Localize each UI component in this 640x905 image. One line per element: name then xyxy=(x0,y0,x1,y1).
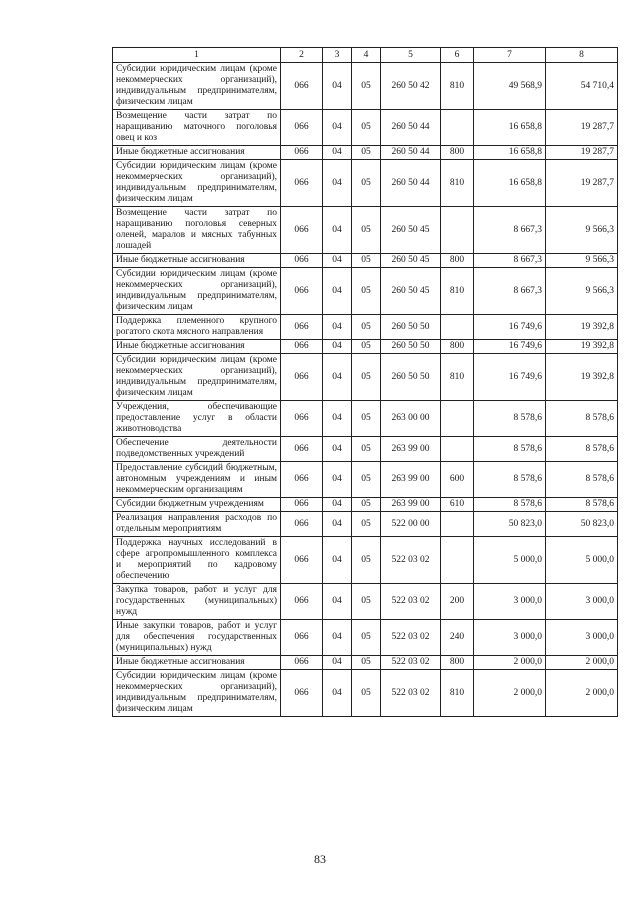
row-target-article: 260 50 45 xyxy=(381,254,441,268)
table-row xyxy=(113,63,618,110)
row-section-code: 04 xyxy=(323,498,352,512)
row-description: Поддержка научных исследований в сфере агропромышленного комплекса и мероприятий по кадровому обеспечению xyxy=(113,537,281,584)
row-expense-type: 810 xyxy=(441,268,474,315)
row-subsection-code: 05 xyxy=(352,462,381,498)
row-description: Иные бюджетные ассигнования xyxy=(113,656,281,670)
row-ministry-code: 066 xyxy=(281,110,323,146)
row-amount-year1: 8 667,3 xyxy=(474,268,546,315)
row-section-code: 04 xyxy=(323,268,352,315)
row-section-code: 04 xyxy=(323,584,352,620)
row-description: Субсидии юридическим лицам (кроме некоммерческих организаций), индивидуальным предпринимателям, физическим лицам xyxy=(113,670,281,717)
row-ministry-code: 066 xyxy=(281,268,323,315)
row-description: Учреждения, обеспечивающие предоставление услуг в области животноводства xyxy=(113,401,281,437)
row-section-code: 04 xyxy=(323,315,352,340)
table-row xyxy=(113,110,618,146)
row-target-article: 260 50 50 xyxy=(381,354,441,401)
row-amount-year1: 2 000,0 xyxy=(474,670,546,717)
row-subsection-code: 05 xyxy=(352,315,381,340)
row-ministry-code: 066 xyxy=(281,462,323,498)
table-row xyxy=(113,670,618,717)
table-row xyxy=(113,146,618,160)
table-row xyxy=(113,340,618,354)
row-target-article: 522 03 02 xyxy=(381,670,441,717)
row-section-code: 04 xyxy=(323,207,352,254)
row-description: Субсидии бюджетным учреждениям xyxy=(113,498,281,512)
row-amount-year2: 19 287,7 xyxy=(546,160,618,207)
row-expense-type: 800 xyxy=(441,254,474,268)
row-amount-year1: 2 000,0 xyxy=(474,656,546,670)
row-amount-year2: 9 566,3 xyxy=(546,254,618,268)
row-expense-type: 800 xyxy=(441,656,474,670)
row-ministry-code: 066 xyxy=(281,656,323,670)
row-section-code: 04 xyxy=(323,254,352,268)
row-section-code: 04 xyxy=(323,670,352,717)
row-amount-year1: 8 667,3 xyxy=(474,254,546,268)
row-description: Предоставление субсидий бюджетным, автономным учреждениям и иным некоммерческим организациям xyxy=(113,462,281,498)
row-amount-year1: 16 749,6 xyxy=(474,340,546,354)
row-subsection-code: 05 xyxy=(352,110,381,146)
table-row xyxy=(113,315,618,340)
row-ministry-code: 066 xyxy=(281,254,323,268)
row-description: Иные бюджетные ассигнования xyxy=(113,340,281,354)
table-row xyxy=(113,620,618,656)
row-expense-type xyxy=(441,207,474,254)
row-ministry-code: 066 xyxy=(281,160,323,207)
row-expense-type: 810 xyxy=(441,63,474,110)
row-ministry-code: 066 xyxy=(281,207,323,254)
row-subsection-code: 05 xyxy=(352,620,381,656)
row-expense-type xyxy=(441,401,474,437)
row-expense-type: 810 xyxy=(441,354,474,401)
page-number: 83 xyxy=(314,852,326,866)
budget-table-container xyxy=(112,47,617,717)
row-subsection-code: 05 xyxy=(352,512,381,537)
row-amount-year1: 8 578,6 xyxy=(474,401,546,437)
table-row xyxy=(113,512,618,537)
row-amount-year1: 16 658,8 xyxy=(474,146,546,160)
row-amount-year2: 19 287,7 xyxy=(546,146,618,160)
table-row xyxy=(113,207,618,254)
row-target-article: 263 99 00 xyxy=(381,462,441,498)
row-amount-year2: 19 392,8 xyxy=(546,354,618,401)
row-description: Субсидии юридическим лицам (кроме некоммерческих организаций), индивидуальным предпринимателям, физическим лицам xyxy=(113,160,281,207)
row-expense-type xyxy=(441,537,474,584)
row-ministry-code: 066 xyxy=(281,63,323,110)
row-subsection-code: 05 xyxy=(352,354,381,401)
row-amount-year2: 9 566,3 xyxy=(546,207,618,254)
row-amount-year1: 16 658,8 xyxy=(474,110,546,146)
row-amount-year2: 19 392,8 xyxy=(546,315,618,340)
row-expense-type xyxy=(441,110,474,146)
row-amount-year1: 3 000,0 xyxy=(474,584,546,620)
row-target-article: 260 50 50 xyxy=(381,315,441,340)
row-section-code: 04 xyxy=(323,160,352,207)
row-description: Иные закупки товаров, работ и услуг для обеспечения государственных (муниципальных) нужд xyxy=(113,620,281,656)
row-target-article: 522 03 02 xyxy=(381,656,441,670)
row-amount-year2: 8 578,6 xyxy=(546,498,618,512)
table-row xyxy=(113,437,618,462)
row-subsection-code: 05 xyxy=(352,146,381,160)
row-subsection-code: 05 xyxy=(352,537,381,584)
row-target-article: 522 00 00 xyxy=(381,512,441,537)
row-amount-year2: 19 287,7 xyxy=(546,110,618,146)
row-subsection-code: 05 xyxy=(352,207,381,254)
row-expense-type xyxy=(441,315,474,340)
row-expense-type: 810 xyxy=(441,670,474,717)
row-amount-year1: 5 000,0 xyxy=(474,537,546,584)
row-ministry-code: 066 xyxy=(281,340,323,354)
row-description: Реализация направления расходов по отдельным мероприятиям xyxy=(113,512,281,537)
row-expense-type xyxy=(441,437,474,462)
row-amount-year1: 49 568,9 xyxy=(474,63,546,110)
budget-table xyxy=(112,47,618,717)
row-target-article: 263 99 00 xyxy=(381,437,441,462)
row-expense-type: 200 xyxy=(441,584,474,620)
row-expense-type: 810 xyxy=(441,160,474,207)
row-description: Иные бюджетные ассигнования xyxy=(113,146,281,160)
row-subsection-code: 05 xyxy=(352,401,381,437)
row-ministry-code: 066 xyxy=(281,146,323,160)
row-ministry-code: 066 xyxy=(281,670,323,717)
row-description: Возмещение части затрат по наращиванию маточного поголовья овец и коз xyxy=(113,110,281,146)
row-amount-year1: 8 578,6 xyxy=(474,462,546,498)
row-target-article: 260 50 45 xyxy=(381,268,441,315)
table-row xyxy=(113,160,618,207)
row-subsection-code: 05 xyxy=(352,340,381,354)
row-description: Поддержка племенного крупного рогатого скота мясного направления xyxy=(113,315,281,340)
row-section-code: 04 xyxy=(323,437,352,462)
row-amount-year2: 8 578,6 xyxy=(546,462,618,498)
row-amount-year2: 54 710,4 xyxy=(546,63,618,110)
row-subsection-code: 05 xyxy=(352,268,381,315)
row-target-article: 260 50 44 xyxy=(381,146,441,160)
row-amount-year2: 8 578,6 xyxy=(546,401,618,437)
row-section-code: 04 xyxy=(323,354,352,401)
row-description: Субсидии юридическим лицам (кроме некоммерческих организаций), индивидуальным предпринимателям, физическим лицам xyxy=(113,63,281,110)
row-subsection-code: 05 xyxy=(352,437,381,462)
header-cell-3: 3 xyxy=(323,48,352,63)
row-subsection-code: 05 xyxy=(352,63,381,110)
row-subsection-code: 05 xyxy=(352,498,381,512)
table-row xyxy=(113,462,618,498)
header-cell-1: 1 xyxy=(113,48,281,63)
row-target-article: 522 03 02 xyxy=(381,584,441,620)
row-ministry-code: 066 xyxy=(281,620,323,656)
row-expense-type: 610 xyxy=(441,498,474,512)
header-cell-2: 2 xyxy=(281,48,323,63)
row-target-article: 522 03 02 xyxy=(381,620,441,656)
table-row xyxy=(113,268,618,315)
row-amount-year2: 2 000,0 xyxy=(546,656,618,670)
row-amount-year2: 3 000,0 xyxy=(546,584,618,620)
row-section-code: 04 xyxy=(323,537,352,584)
row-section-code: 04 xyxy=(323,110,352,146)
row-expense-type xyxy=(441,512,474,537)
row-amount-year2: 5 000,0 xyxy=(546,537,618,584)
row-target-article: 263 99 00 xyxy=(381,498,441,512)
row-target-article: 260 50 50 xyxy=(381,340,441,354)
row-amount-year2: 9 566,3 xyxy=(546,268,618,315)
row-amount-year1: 8 667,3 xyxy=(474,207,546,254)
row-description: Возмещение части затрат по наращиванию поголовья северных оленей, маралов и мясных табунных лошадей xyxy=(113,207,281,254)
row-description: Обеспечение деятельности подведомственных учреждений xyxy=(113,437,281,462)
row-section-code: 04 xyxy=(323,512,352,537)
row-subsection-code: 05 xyxy=(352,160,381,207)
row-amount-year1: 50 823,0 xyxy=(474,512,546,537)
header-cell-4: 4 xyxy=(352,48,381,63)
table-row xyxy=(113,656,618,670)
row-subsection-code: 05 xyxy=(352,584,381,620)
table-row xyxy=(113,498,618,512)
row-section-code: 04 xyxy=(323,146,352,160)
row-ministry-code: 066 xyxy=(281,537,323,584)
row-expense-type: 240 xyxy=(441,620,474,656)
row-section-code: 04 xyxy=(323,620,352,656)
row-ministry-code: 066 xyxy=(281,498,323,512)
row-target-article: 522 03 02 xyxy=(381,537,441,584)
row-amount-year2: 2 000,0 xyxy=(546,670,618,717)
table-row xyxy=(113,401,618,437)
table-header-row xyxy=(113,48,618,63)
header-cell-7: 7 xyxy=(474,48,546,63)
row-section-code: 04 xyxy=(323,63,352,110)
table-row xyxy=(113,254,618,268)
row-ministry-code: 066 xyxy=(281,437,323,462)
row-ministry-code: 066 xyxy=(281,512,323,537)
row-section-code: 04 xyxy=(323,656,352,670)
row-amount-year1: 16 749,6 xyxy=(474,315,546,340)
table-row xyxy=(113,537,618,584)
row-amount-year1: 8 578,6 xyxy=(474,498,546,512)
row-amount-year1: 8 578,6 xyxy=(474,437,546,462)
row-subsection-code: 05 xyxy=(352,656,381,670)
row-amount-year2: 8 578,6 xyxy=(546,437,618,462)
row-ministry-code: 066 xyxy=(281,315,323,340)
row-ministry-code: 066 xyxy=(281,401,323,437)
row-amount-year1: 16 749,6 xyxy=(474,354,546,401)
row-section-code: 04 xyxy=(323,462,352,498)
row-ministry-code: 066 xyxy=(281,584,323,620)
row-expense-type: 800 xyxy=(441,340,474,354)
row-ministry-code: 066 xyxy=(281,354,323,401)
row-expense-type: 800 xyxy=(441,146,474,160)
row-amount-year2: 19 392,8 xyxy=(546,340,618,354)
row-amount-year2: 50 823,0 xyxy=(546,512,618,537)
row-target-article: 260 50 44 xyxy=(381,160,441,207)
row-description: Субсидии юридическим лицам (кроме некоммерческих организаций), индивидуальным предпринимателям, физическим лицам xyxy=(113,354,281,401)
row-target-article: 263 00 00 xyxy=(381,401,441,437)
table-row xyxy=(113,354,618,401)
row-description: Закупка товаров, работ и услуг для государственных (муниципальных) нужд xyxy=(113,584,281,620)
row-subsection-code: 05 xyxy=(352,254,381,268)
header-cell-6: 6 xyxy=(441,48,474,63)
row-subsection-code: 05 xyxy=(352,670,381,717)
row-target-article: 260 50 45 xyxy=(381,207,441,254)
row-description: Иные бюджетные ассигнования xyxy=(113,254,281,268)
row-target-article: 260 50 42 xyxy=(381,63,441,110)
row-amount-year1: 16 658,8 xyxy=(474,160,546,207)
row-target-article: 260 50 44 xyxy=(381,110,441,146)
row-amount-year2: 3 000,0 xyxy=(546,620,618,656)
row-amount-year1: 3 000,0 xyxy=(474,620,546,656)
header-cell-5: 5 xyxy=(381,48,441,63)
header-cell-8: 8 xyxy=(546,48,618,63)
row-section-code: 04 xyxy=(323,340,352,354)
row-description: Субсидии юридическим лицам (кроме некоммерческих организаций), индивидуальным предпринимателям, физическим лицам xyxy=(113,268,281,315)
row-expense-type: 600 xyxy=(441,462,474,498)
table-row xyxy=(113,584,618,620)
row-section-code: 04 xyxy=(323,401,352,437)
